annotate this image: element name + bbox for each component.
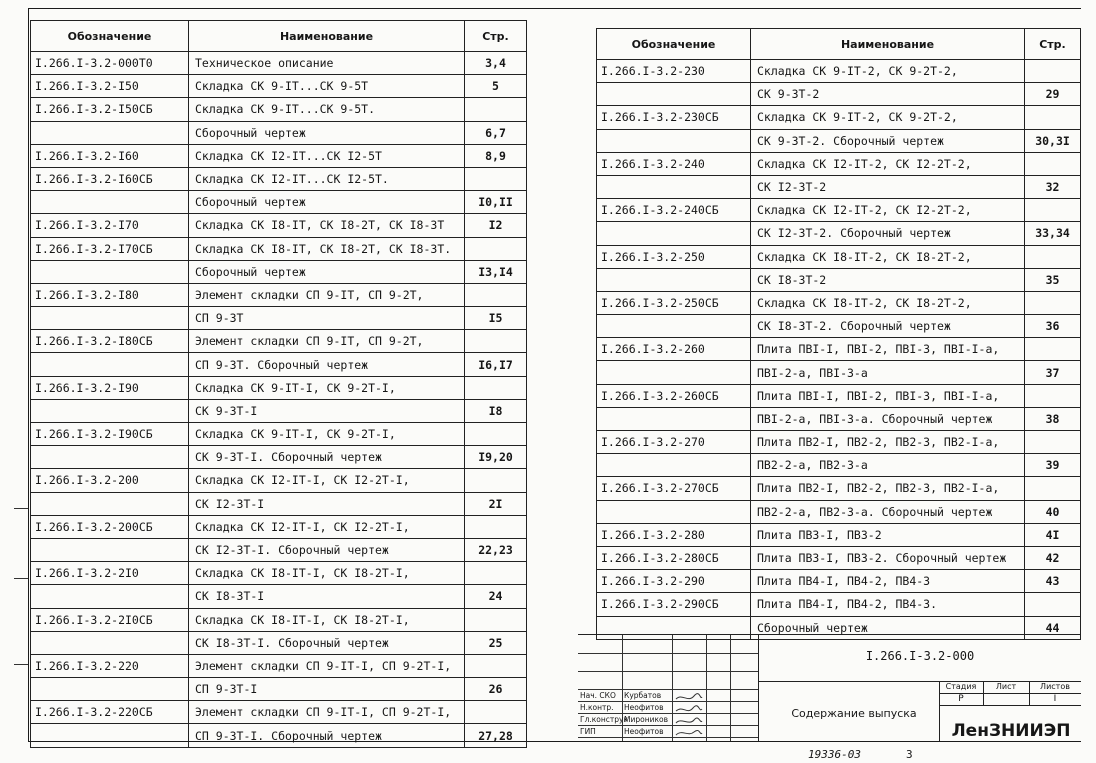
code-cell: I.266.I-3.2-200	[31, 469, 189, 492]
table-row	[31, 515, 527, 538]
table-row	[597, 338, 1081, 361]
name-cell: СК 9-3T-I	[189, 399, 465, 422]
page-cell	[465, 98, 527, 121]
page-cell: 36	[1025, 315, 1081, 338]
code-cell	[597, 83, 751, 106]
code-cell: I.266.I-3.2-240СБ	[597, 199, 751, 222]
person-name: Курбатов	[624, 691, 662, 700]
code-cell	[597, 407, 751, 430]
table-row	[31, 492, 527, 515]
code-cell	[597, 175, 751, 198]
code-cell	[31, 307, 189, 330]
table-row	[31, 121, 527, 144]
table-row	[31, 469, 527, 492]
table-row	[31, 237, 527, 260]
margin-mark	[14, 508, 28, 509]
name-cell: Складка СК I2-IT...СК I2-5T	[189, 144, 465, 167]
name-cell: Складка СК 9-IT-2, СК 9-2T-2,	[751, 106, 1025, 129]
header-name: Наименование	[189, 21, 465, 52]
table-row	[597, 546, 1081, 569]
code-cell: I.266.I-3.2-230СБ	[597, 106, 751, 129]
code-cell	[31, 678, 189, 701]
name-cell: Складка СК 9-IT-I, СК 9-2T-I,	[189, 423, 465, 446]
name-cell: Плита ПВ4-I, ПВ4-2, ПВ4-3.	[751, 593, 1025, 616]
page-cell	[1025, 593, 1081, 616]
name-cell: СП 9-3T. Сборочный чертеж	[189, 353, 465, 376]
table-row	[597, 268, 1081, 291]
code-cell: I.266.I-3.2-270	[597, 431, 751, 454]
name-cell: Сборочный чертеж	[189, 191, 465, 214]
page-cell	[465, 237, 527, 260]
name-cell: ПВI-2-а, ПВI-3-а	[751, 361, 1025, 384]
name-cell: СК I2-3T-I. Сборочный чертеж	[189, 538, 465, 561]
page-number: 3	[906, 748, 913, 761]
margin-mark	[14, 578, 28, 579]
person-name: Мироников	[624, 715, 669, 724]
table-row	[31, 260, 527, 283]
code-cell: I.266.I-3.2-290	[597, 570, 751, 593]
title-block	[578, 634, 1080, 741]
name-cell: Складка СК 9-IT-2, СК 9-2T-2,	[751, 60, 1025, 83]
page-cell: 24	[465, 585, 527, 608]
name-cell: Складка СК I8-IT-2, СК I8-2T-2,	[751, 245, 1025, 268]
sheet-label: Лист	[995, 682, 1017, 691]
code-cell: I.266.I-3.2-260СБ	[597, 384, 751, 407]
code-cell: I.266.I-3.2-I60	[31, 144, 189, 167]
page-cell: 39	[1025, 454, 1081, 477]
page-cell: I3,I4	[465, 260, 527, 283]
page-cell	[1025, 291, 1081, 314]
code-cell: I.266.I-3.2-280	[597, 523, 751, 546]
name-cell: ПВ2-2-а, ПВ2-3-а. Сборочный чертеж	[751, 500, 1025, 523]
table-row	[597, 245, 1081, 268]
table-row	[597, 407, 1081, 430]
code-cell	[597, 268, 751, 291]
name-cell: ПВ2-2-а, ПВ2-3-а	[751, 454, 1025, 477]
code-cell	[31, 492, 189, 515]
page-cell: 4I	[1025, 523, 1081, 546]
page-cell	[465, 283, 527, 306]
page-cell: 43	[1025, 570, 1081, 593]
table-row	[31, 353, 527, 376]
page-cell: 37	[1025, 361, 1081, 384]
name-cell: Складка СК I8-IT, СК I8-2T, СК I8-3T.	[189, 237, 465, 260]
table-row	[31, 75, 527, 98]
page-cell: 42	[1025, 546, 1081, 569]
table-row	[597, 315, 1081, 338]
role-label: Н.контр.	[580, 703, 614, 712]
name-cell: СК 9-3T-2	[751, 83, 1025, 106]
page-cell	[1025, 106, 1081, 129]
table-row	[597, 106, 1081, 129]
table-row	[597, 129, 1081, 152]
code-cell: I.266.I-3.2-270СБ	[597, 477, 751, 500]
name-cell: СК I8-3T-2. Сборочный чертеж	[751, 315, 1025, 338]
name-cell: СК I8-3T-I	[189, 585, 465, 608]
page-cell	[465, 423, 527, 446]
table-row	[597, 60, 1081, 83]
name-cell: Элемент складки СП 9-IT-I, СП 9-2T-I,	[189, 701, 465, 724]
contents-table-right	[596, 28, 1081, 640]
organization-name: ЛенЗНИИЭП	[951, 721, 1071, 741]
code-cell: I.266.I-3.2-2I0СБ	[31, 608, 189, 631]
page-cell	[465, 469, 527, 492]
sheets-value: I	[1053, 694, 1057, 704]
name-cell: Элемент складки СП 9-IT-I, СП 9-2T-I,	[189, 654, 465, 677]
name-cell: СП 9-3T	[189, 307, 465, 330]
page-cell: 40	[1025, 500, 1081, 523]
page-cell: 29	[1025, 83, 1081, 106]
name-cell: Складка СК 9-IT...СК 9-5T.	[189, 98, 465, 121]
table-row	[597, 523, 1081, 546]
table-row	[31, 98, 527, 121]
code-cell: I.266.I-3.2-250СБ	[597, 291, 751, 314]
name-cell: Техническое описание	[189, 52, 465, 75]
role-label: Гл.конструк	[580, 715, 628, 724]
table-row	[597, 477, 1081, 500]
table-row	[597, 291, 1081, 314]
page-cell: 6,7	[465, 121, 527, 144]
table-row	[597, 361, 1081, 384]
table-row	[597, 431, 1081, 454]
page-cell	[1025, 338, 1081, 361]
name-cell: СК I8-3T-I. Сборочный чертеж	[189, 631, 465, 654]
page-cell: 30,3I	[1025, 129, 1081, 152]
code-cell: I.266.I-3.2-I70	[31, 214, 189, 237]
person-name: Неофитов	[624, 727, 664, 736]
code-cell: I.266.I-3.2-290СБ	[597, 593, 751, 616]
page-cell	[465, 701, 527, 724]
table-row	[597, 199, 1081, 222]
code-cell	[31, 353, 189, 376]
table-row	[597, 175, 1081, 198]
code-cell	[31, 446, 189, 469]
page-cell	[465, 330, 527, 353]
name-cell: Складка СК I8-IT, СК I8-2T, СК I8-3T	[189, 214, 465, 237]
table-header-row	[31, 21, 527, 52]
table-row	[597, 83, 1081, 106]
table-row	[31, 376, 527, 399]
person-name: Неофитов	[624, 703, 664, 712]
page-cell: 25	[465, 631, 527, 654]
code-cell	[31, 585, 189, 608]
page-cell: 33,34	[1025, 222, 1081, 245]
name-cell: Плита ПВI-I, ПВI-2, ПВI-3, ПВI-I-а,	[751, 384, 1025, 407]
code-cell: I.266.I-3.2-280СБ	[597, 546, 751, 569]
code-cell: I.266.I-3.2-000T0	[31, 52, 189, 75]
document-code: I.266.I-3.2-000	[865, 649, 975, 663]
name-cell: Плита ПВ3-I, ПВ3-2. Сборочный чертеж	[751, 546, 1025, 569]
margin-mark	[14, 664, 28, 665]
name-cell: СК I2-3T-2. Сборочный чертеж	[751, 222, 1025, 245]
name-cell: Сборочный чертеж	[751, 616, 1025, 639]
table-row	[31, 724, 527, 747]
code-cell	[597, 222, 751, 245]
page-cell: 22,23	[465, 538, 527, 561]
code-cell: I.266.I-3.2-I50	[31, 75, 189, 98]
table-row	[31, 654, 527, 677]
code-cell: I.266.I-3.2-260	[597, 338, 751, 361]
code-cell	[31, 399, 189, 422]
stage-label: Стадия	[945, 682, 977, 691]
code-cell	[597, 129, 751, 152]
code-cell: I.266.I-3.2-I80	[31, 283, 189, 306]
table-row	[31, 538, 527, 561]
code-cell: I.266.I-3.2-250	[597, 245, 751, 268]
page-cell	[465, 376, 527, 399]
page-cell	[465, 167, 527, 190]
title-block-main	[758, 635, 1081, 741]
page-cell	[1025, 245, 1081, 268]
table-row	[597, 222, 1081, 245]
header-designation: Обозначение	[31, 21, 189, 52]
table-row	[31, 399, 527, 422]
name-cell: СК I2-3T-2	[751, 175, 1025, 198]
table-row	[31, 307, 527, 330]
name-cell: СК I2-3T-I	[189, 492, 465, 515]
code-cell: I.266.I-3.2-I90СБ	[31, 423, 189, 446]
page-cell: I2	[465, 214, 527, 237]
page-cell	[1025, 477, 1081, 500]
name-cell: СК I8-3T-2	[751, 268, 1025, 291]
name-cell: Складка СК I8-IT-I, СК I8-2T-I,	[189, 608, 465, 631]
page-cell: 44	[1025, 616, 1081, 639]
table-row	[597, 152, 1081, 175]
table-row	[31, 678, 527, 701]
code-cell	[31, 191, 189, 214]
name-cell: Сборочный чертеж	[189, 260, 465, 283]
name-cell: СК 9-3T-2. Сборочный чертеж	[751, 129, 1025, 152]
code-cell: I.266.I-3.2-230	[597, 60, 751, 83]
header-designation: Обозначение	[597, 29, 751, 60]
page-cell: 3,4	[465, 52, 527, 75]
sheets-label: Листов	[1040, 682, 1070, 691]
page-cell: 5	[465, 75, 527, 98]
name-cell: Складка СК I2-IT-I, СК I2-2T-I,	[189, 469, 465, 492]
role-label: Нач. СКО	[580, 691, 616, 700]
table-row	[31, 144, 527, 167]
code-cell: I.266.I-3.2-I60СБ	[31, 167, 189, 190]
name-cell: ПВI-2-а, ПВI-3-а. Сборочный чертеж	[751, 407, 1025, 430]
code-cell: I.266.I-3.2-2I0	[31, 562, 189, 585]
page-cell	[465, 562, 527, 585]
handwritten-signature	[674, 691, 704, 739]
name-cell: СП 9-3T-I	[189, 678, 465, 701]
code-cell	[31, 631, 189, 654]
name-cell: Элемент складки СП 9-IT, СП 9-2T,	[189, 330, 465, 353]
table-row	[31, 446, 527, 469]
page-cell	[465, 608, 527, 631]
page-cell: 27,28	[465, 724, 527, 747]
code-cell: I.266.I-3.2-220	[31, 654, 189, 677]
table-row	[31, 631, 527, 654]
name-cell: Складка СК I2-IT-2, СК I2-2T-2,	[751, 152, 1025, 175]
page-cell: 2I	[465, 492, 527, 515]
name-cell: Плита ПВ2-I, ПВ2-2, ПВ2-3, ПВ2-I-а,	[751, 431, 1025, 454]
page-cell: I0,II	[465, 191, 527, 214]
stage-value: Р	[958, 694, 964, 704]
name-cell: Плита ПВ4-I, ПВ4-2, ПВ4-3	[751, 570, 1025, 593]
code-cell: I.266.I-3.2-I80СБ	[31, 330, 189, 353]
code-cell	[597, 361, 751, 384]
header-page: Стр.	[465, 21, 527, 52]
page-cell: I8	[465, 399, 527, 422]
code-cell: I.266.I-3.2-I90	[31, 376, 189, 399]
name-cell: Плита ПВI-I, ПВI-2, ПВI-3, ПВI-I-а,	[751, 338, 1025, 361]
header-page: Стр.	[1025, 29, 1081, 60]
document-title: Содержание выпуска	[791, 707, 917, 720]
table-row	[31, 283, 527, 306]
table-row	[597, 500, 1081, 523]
code-cell	[597, 315, 751, 338]
table-row	[31, 191, 527, 214]
name-cell: Сборочный чертеж	[189, 121, 465, 144]
name-cell: Складка СК I2-IT-I, СК I2-2T-I,	[189, 515, 465, 538]
page-cell: I5	[465, 307, 527, 330]
page-cell: 26	[465, 678, 527, 701]
code-cell	[597, 454, 751, 477]
contents-body-right	[597, 60, 1081, 640]
archive-number: 19336-03	[808, 748, 861, 761]
table-header-row	[597, 29, 1081, 60]
page-cell	[1025, 60, 1081, 83]
role-label: ГИП	[580, 727, 596, 736]
table-row	[31, 330, 527, 353]
table-row	[597, 593, 1081, 616]
page-cell: 8,9	[465, 144, 527, 167]
page-cell	[465, 654, 527, 677]
code-cell: I.266.I-3.2-220СБ	[31, 701, 189, 724]
page-cell: I6,I7	[465, 353, 527, 376]
code-cell	[31, 260, 189, 283]
table-row	[31, 167, 527, 190]
table-row	[597, 570, 1081, 593]
code-cell: I.266.I-3.2-240	[597, 152, 751, 175]
code-cell: I.266.I-3.2-I70СБ	[31, 237, 189, 260]
page-cell: 32	[1025, 175, 1081, 198]
contents-table-left	[30, 20, 527, 748]
name-cell: Элемент складки СП 9-IT, СП 9-2T,	[189, 283, 465, 306]
code-cell	[31, 724, 189, 747]
table-row	[597, 454, 1081, 477]
table-row	[31, 423, 527, 446]
table-row	[597, 384, 1081, 407]
code-cell: I.266.I-3.2-200СБ	[31, 515, 189, 538]
name-cell: Плита ПВ3-I, ПВ3-2	[751, 523, 1025, 546]
table-row	[31, 214, 527, 237]
name-cell: СК 9-3T-I. Сборочный чертеж	[189, 446, 465, 469]
page-cell	[465, 515, 527, 538]
page-cell: 38	[1025, 407, 1081, 430]
name-cell: Складка СК I2-IT...СК I2-5T.	[189, 167, 465, 190]
page-cell: I9,20	[465, 446, 527, 469]
page-cell	[1025, 384, 1081, 407]
contents-body-left	[31, 52, 527, 748]
name-cell: Складка СК 9-IT-I, СК 9-2T-I,	[189, 376, 465, 399]
table-row	[31, 608, 527, 631]
code-cell	[31, 121, 189, 144]
code-cell: I.266.I-3.2-I50СБ	[31, 98, 189, 121]
page-cell: 35	[1025, 268, 1081, 291]
table-row	[31, 52, 527, 75]
page-cell	[1025, 199, 1081, 222]
name-cell: СП 9-3T-I. Сборочный чертеж	[189, 724, 465, 747]
name-cell: Плита ПВ2-I, ПВ2-2, ПВ2-3, ПВ2-I-а,	[751, 477, 1025, 500]
code-cell	[597, 500, 751, 523]
header-name: Наименование	[751, 29, 1025, 60]
name-cell: Складка СК 9-IT...СК 9-5T	[189, 75, 465, 98]
page-cell	[1025, 152, 1081, 175]
signature-grid	[578, 635, 758, 741]
name-cell: Складка СК I2-IT-2, СК I2-2T-2,	[751, 199, 1025, 222]
table-row	[31, 562, 527, 585]
name-cell: Складка СК I8-IT-2, СК I8-2T-2,	[751, 291, 1025, 314]
code-cell	[31, 538, 189, 561]
table-row	[31, 585, 527, 608]
name-cell: Складка СК I8-IT-I, СК I8-2T-I,	[189, 562, 465, 585]
table-row	[31, 701, 527, 724]
page-cell	[1025, 431, 1081, 454]
